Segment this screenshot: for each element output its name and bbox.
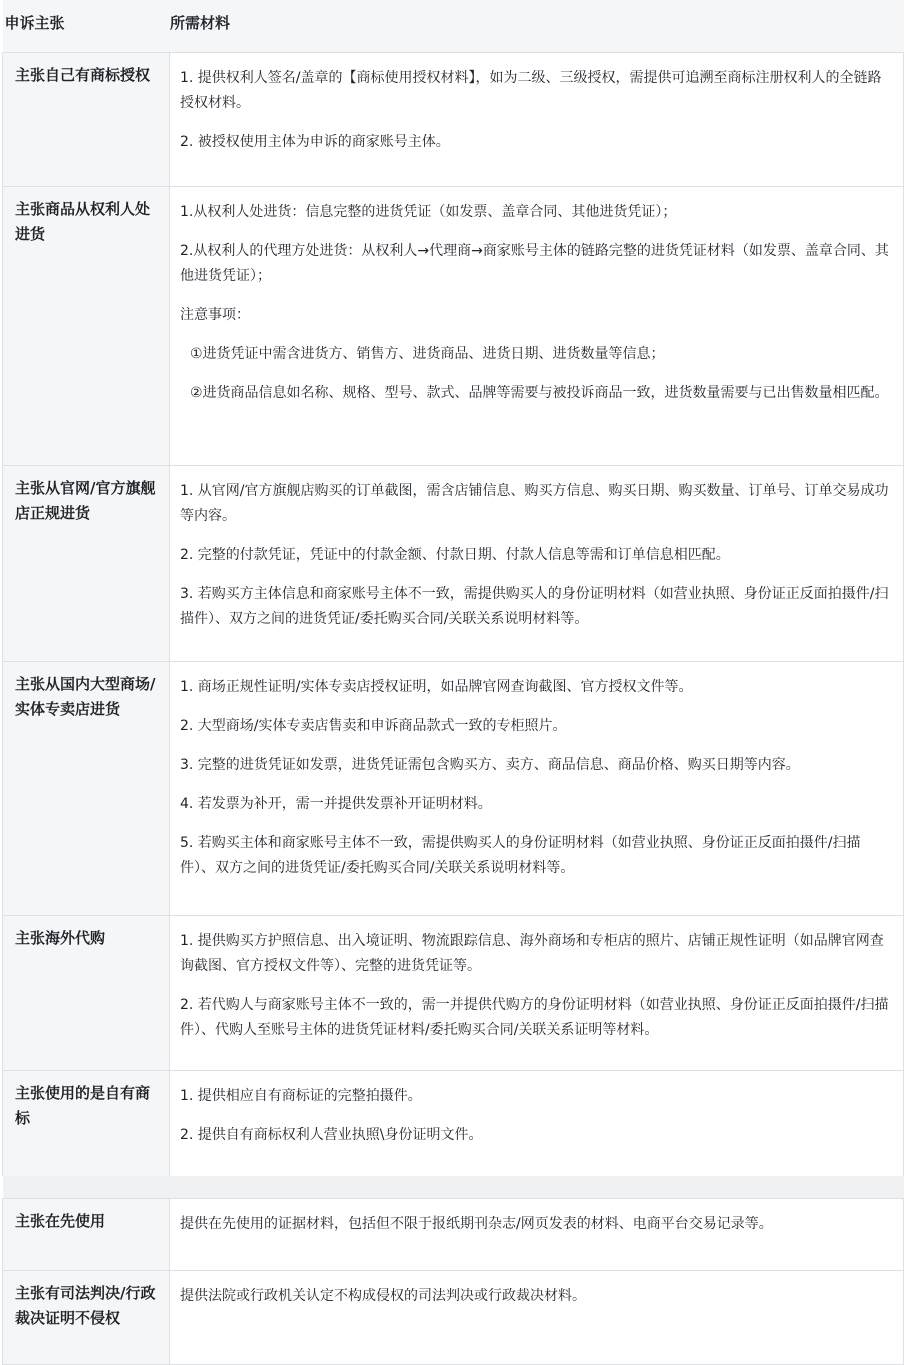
claim-cell: 主张在先使用 xyxy=(3,1199,170,1271)
claim-cell: 主张有司法判决/行政裁决证明不侵权 xyxy=(3,1271,170,1365)
materials-cell xyxy=(170,1071,904,1177)
material-item: 4. 若发票为补开，需一并提供发票补开证明材料。 xyxy=(180,796,492,812)
materials-cell xyxy=(170,916,904,1071)
table-row xyxy=(3,916,904,1071)
claim-cell: 主张海外代购 xyxy=(3,916,170,1071)
table-header xyxy=(3,0,904,53)
table-row xyxy=(3,53,904,187)
claim-cell: 主张从国内大型商场/实体专卖店进货 xyxy=(3,662,170,916)
table-row xyxy=(3,662,904,916)
header-claim: 申诉主张 xyxy=(4,13,65,32)
table-row xyxy=(3,1071,904,1177)
material-item: 1. 提供权利人签名/盖章的【商标使用授权材料】，如为二级、三级授权，需提供可追溯至商标注册权利人的全链路授权材料。 xyxy=(180,70,882,111)
materials-cell xyxy=(170,662,904,916)
table-row xyxy=(3,1199,904,1271)
materials-cell xyxy=(170,1199,904,1271)
material-item: 提供法院或行政机关认定不构成侵权的司法判决或行政裁决材料。 xyxy=(180,1288,586,1304)
material-item: 1. 提供相应自有商标证的完整拍摄件。 xyxy=(180,1088,422,1104)
material-item: 1. 提供购买方护照信息、出入境证明、物流跟踪信息、海外商场和专柜店的照片、店铺正规性证明（如品牌官网查询截图、官方授权文件等）、完整的进货凭证等。 xyxy=(180,933,884,974)
table-row xyxy=(3,1271,904,1365)
table-row xyxy=(3,187,904,466)
material-item: 2.从权利人的代理方处进货：从权利人→代理商→商家账号主体的链路完整的进货凭证材料（如发票、盖章合同、其他进货凭证）； xyxy=(180,243,889,284)
material-item: 1. 商场正规性证明/实体专卖店授权证明，如品牌官网查询截图、官方授权文件等。 xyxy=(180,679,693,695)
claim-cell: 主张商品从权利人处进货 xyxy=(3,187,170,466)
materials-cell xyxy=(170,53,904,187)
table-row xyxy=(3,466,904,662)
material-item: 提供在先使用的证据材料，包括但不限于报纸期刊杂志/网页发表的材料、电商平台交易记录等。 xyxy=(180,1216,773,1232)
material-item: 3. 完整的进货凭证如发票，进货凭证需包含购买方、卖方、商品信息、商品价格、购买日期等内容。 xyxy=(180,757,800,773)
material-item: 2. 被授权使用主体为申诉的商家账号主体。 xyxy=(180,134,450,150)
material-item: 5. 若购买主体和商家账号主体不一致，需提供购买人的身份证明材料（如营业执照、身份证正反面拍摄件/扫描件）、双方之间的进货凭证/委托购买合同/关联关系说明材料等。 xyxy=(180,835,861,876)
material-item: 2. 大型商场/实体专卖店售卖和申诉商品款式一致的专柜照片。 xyxy=(180,718,567,734)
materials-cell xyxy=(170,187,904,466)
material-item: 1. 从官网/官方旗舰店购买的订单截图，需含店铺信息、购买方信息、购买日期、购买数量、订单号、订单交易成功等内容。 xyxy=(180,483,889,524)
claim-cell: 主张使用的是自有商标 xyxy=(3,1071,170,1177)
claim-cell: 主张自己有商标授权 xyxy=(3,53,170,187)
table-divider-band xyxy=(3,1176,904,1199)
header-materials: 所需材料 xyxy=(170,13,231,32)
material-item: 注意事项： xyxy=(180,307,250,323)
materials-cell xyxy=(170,466,904,662)
material-item: 2. 提供自有商标权利人营业执照\身份证明文件。 xyxy=(180,1127,483,1143)
material-item: ②进货商品信息如名称、规格、型号、款式、品牌等需要与被投诉商品一致，进货数量需要与已出售数量相匹配。 xyxy=(190,385,889,401)
material-item: 2. 完整的付款凭证，凭证中的付款金额、付款日期、付款人信息等需和订单信息相匹配。 xyxy=(180,547,730,563)
material-item: ①进货凭证中需含进货方、销售方、进货商品、进货日期、进货数量等信息； xyxy=(190,346,665,362)
appeal-materials-table-container xyxy=(2,0,903,1365)
table-header-row xyxy=(3,0,904,53)
material-item: 3. 若购买方主体信息和商家账号主体不一致，需提供购买人的身份证明材料（如营业执照、身份证正反面拍摄件/扫描件）、双方之间的进货凭证/委托购买合同/关联关系说明材料等。 xyxy=(180,586,889,627)
appeal-materials-table xyxy=(2,0,904,1365)
material-item: 2. 若代购人与商家账号主体不一致的，需一并提供代购方的身份证明材料（如营业执照、身份证正反面拍摄件/扫描件）、代购人至账号主体的进货凭证材料/委托购买合同/关联关系证明等材料。 xyxy=(180,997,889,1038)
materials-cell xyxy=(170,1271,904,1365)
divider-band xyxy=(3,1176,904,1199)
claim-cell: 主张从官网/官方旗舰店正规进货 xyxy=(3,466,170,662)
material-item: 1.从权利人处进货：信息完整的进货凭证（如发票、盖章合同、其他进货凭证）； xyxy=(180,204,677,220)
